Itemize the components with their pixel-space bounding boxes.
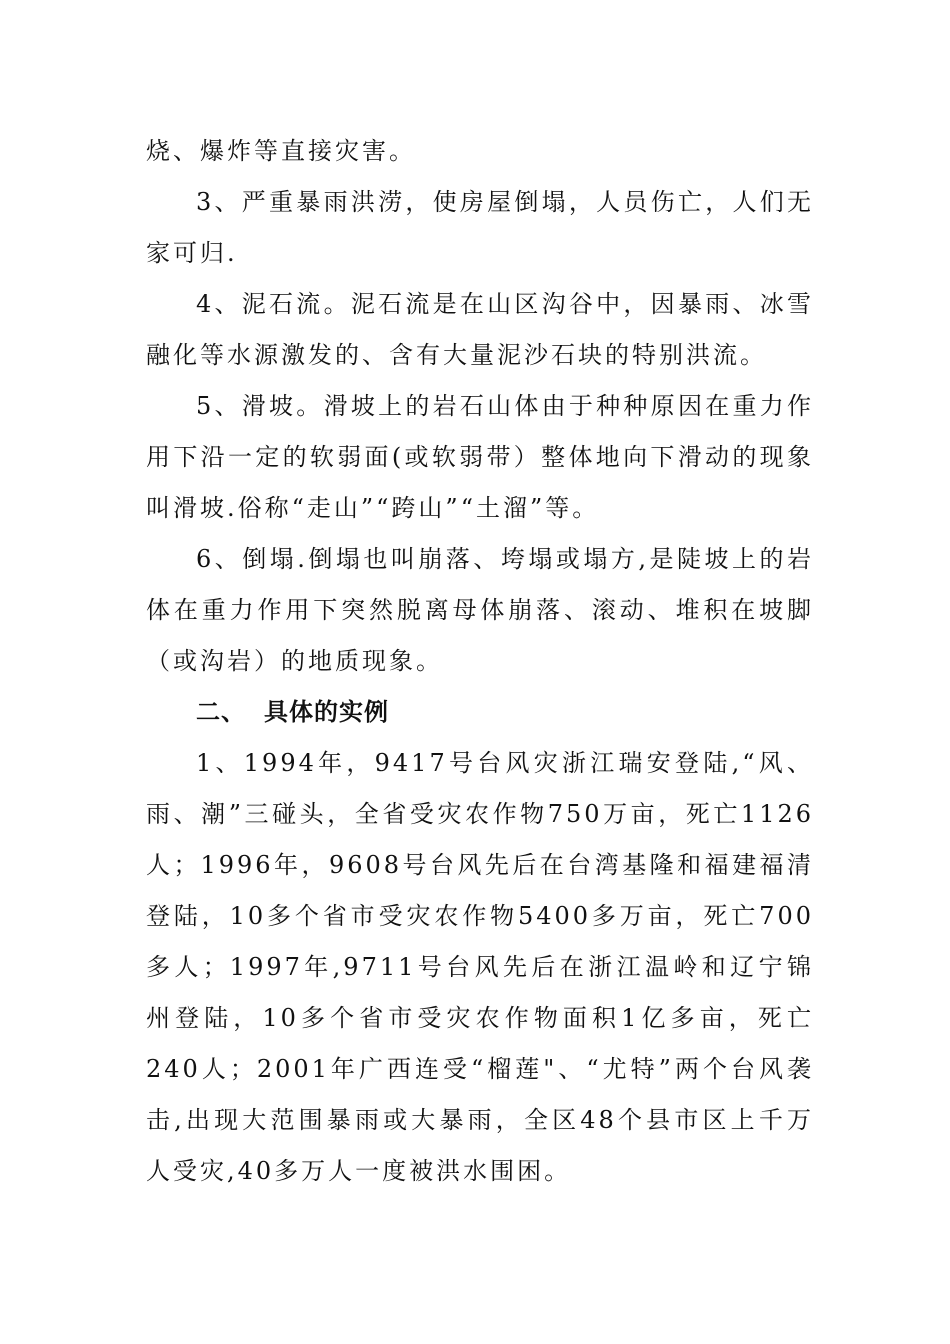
section-heading — [146, 687, 814, 738]
paragraph-typhoon-examples: 1、1994年，9417号台风灾浙江瑞安登陆,“风、雨、潮”三碰头，全省受灾农作物750万亩，死亡1126人；1996年，9608号台风先后在台湾基隆和福建福清登陆，10多个省市受灾农作物5400多万亩，死亡700多人；1997年,9711号台风先后在浙江温岭和辽宁锦州登陆，10多个省市受灾农作物面积1亿多亩，死亡240人；2001年广西连受“榴莲"、“尤特”两个台风袭击,出现大范围暴雨或大暴雨，全区48个县市区上千万人受灾,40多万人一度被洪水围困。 — [146, 749, 814, 1185]
paragraph-continuation: 烧、爆炸等直接灾害。 — [146, 137, 416, 165]
paragraph-collapse: 6、倒塌.倒塌也叫崩落、垮塌或塌方,是陡坡上的岩体在重力作用下突然脱离母体崩落、滚动、堆积在坡脚（或沟岩）的地质现象。 — [146, 545, 814, 675]
paragraph-debris-flow: 4、泥石流。泥石流是在山区沟谷中，因暴雨、冰雪融化等水源激发的、含有大量泥沙石块的特别洪流。 — [146, 290, 814, 369]
paragraph-landslide: 5、滑坡。滑坡上的岩石山体由于种种原因在重力作用下沿一定的软弱面(或软弱带）整体地向下滑动的现象叫滑坡.俗称“走山”“跨山”“土溜”等。 — [146, 392, 814, 522]
paragraph-flood: 3、严重暴雨洪涝，使房屋倒塌，人员伤亡，人们无家可归. — [146, 188, 814, 267]
section-number: 二、 — [196, 698, 246, 726]
document-body — [146, 126, 814, 1197]
section-title: 具体的实例 — [264, 698, 389, 726]
